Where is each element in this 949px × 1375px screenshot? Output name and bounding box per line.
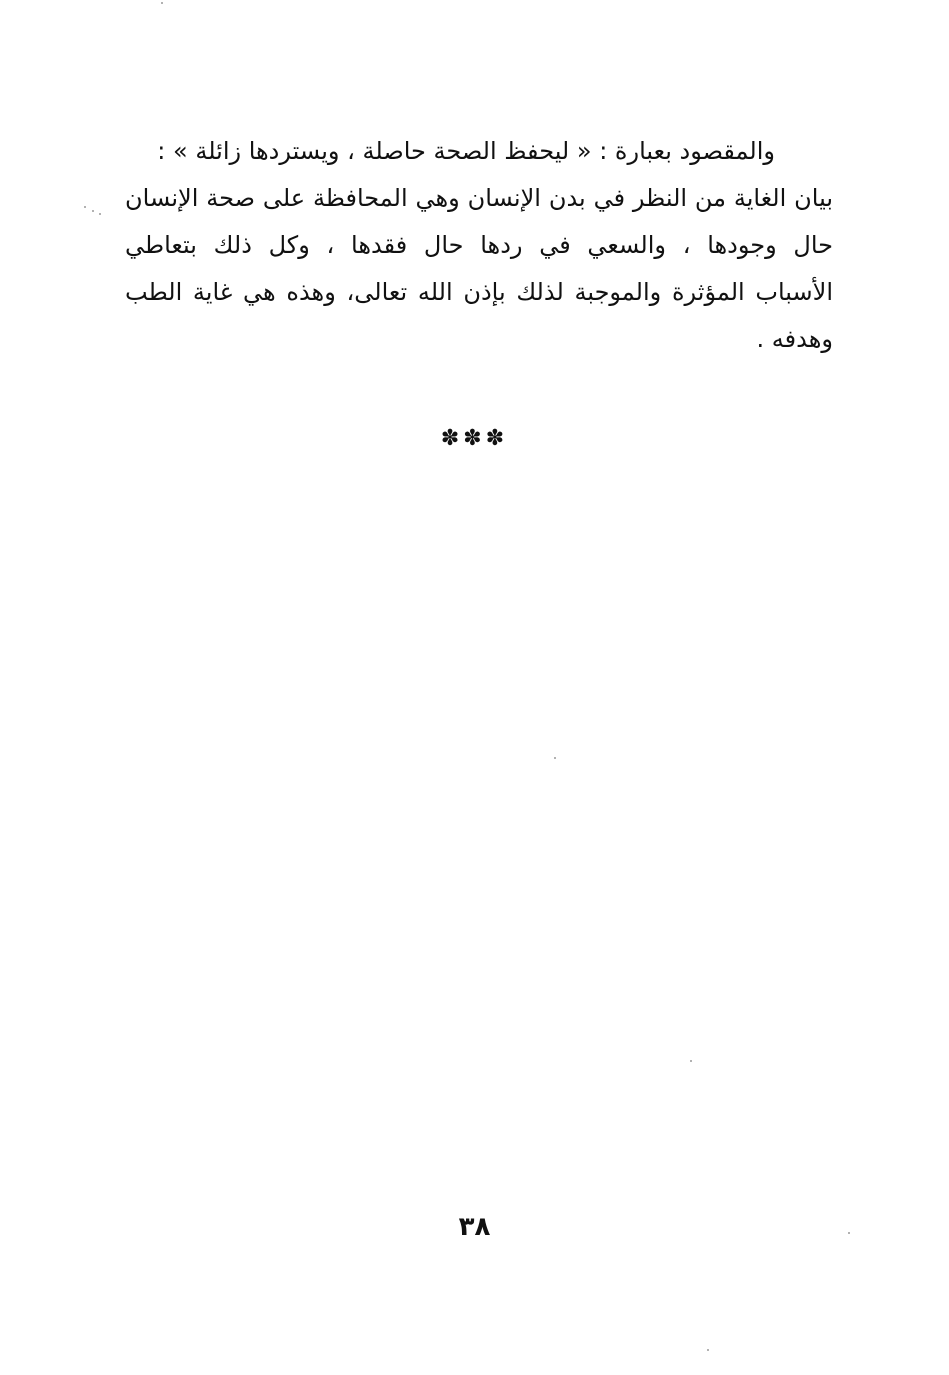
paragraph-line-3: حال وجودها ، والسعي في ردها حال فقدها ، وكل ذلك بتعاطي [125,231,833,259]
scan-speck [690,1060,692,1062]
scan-speck [554,757,556,759]
body-paragraph [125,128,833,363]
scan-speck [84,206,86,208]
scan-speck [848,1232,850,1234]
scan-speck [99,213,101,215]
section-separator: ✽✽✽ [440,426,509,451]
paragraph-line-4: الأسباب المؤثرة والموجبة لذلك بإذن الله تعالى، وهذه هي غاية الطب [125,278,833,306]
paragraph-line-1: والمقصود بعبارة : « ليحفظ الصحة حاصلة ، ويستردها زائلة » : [157,137,775,165]
paragraph-line-5: وهدفه . [756,325,833,353]
scan-speck [707,1349,709,1351]
scan-speck [92,210,94,212]
paragraph-line-2: بيان الغاية من النظر في بدن الإنسان وهي المحافظة على صحة الإنسان [125,184,833,212]
page-number: ٣٨ [458,1212,491,1242]
scan-speck [161,2,163,4]
